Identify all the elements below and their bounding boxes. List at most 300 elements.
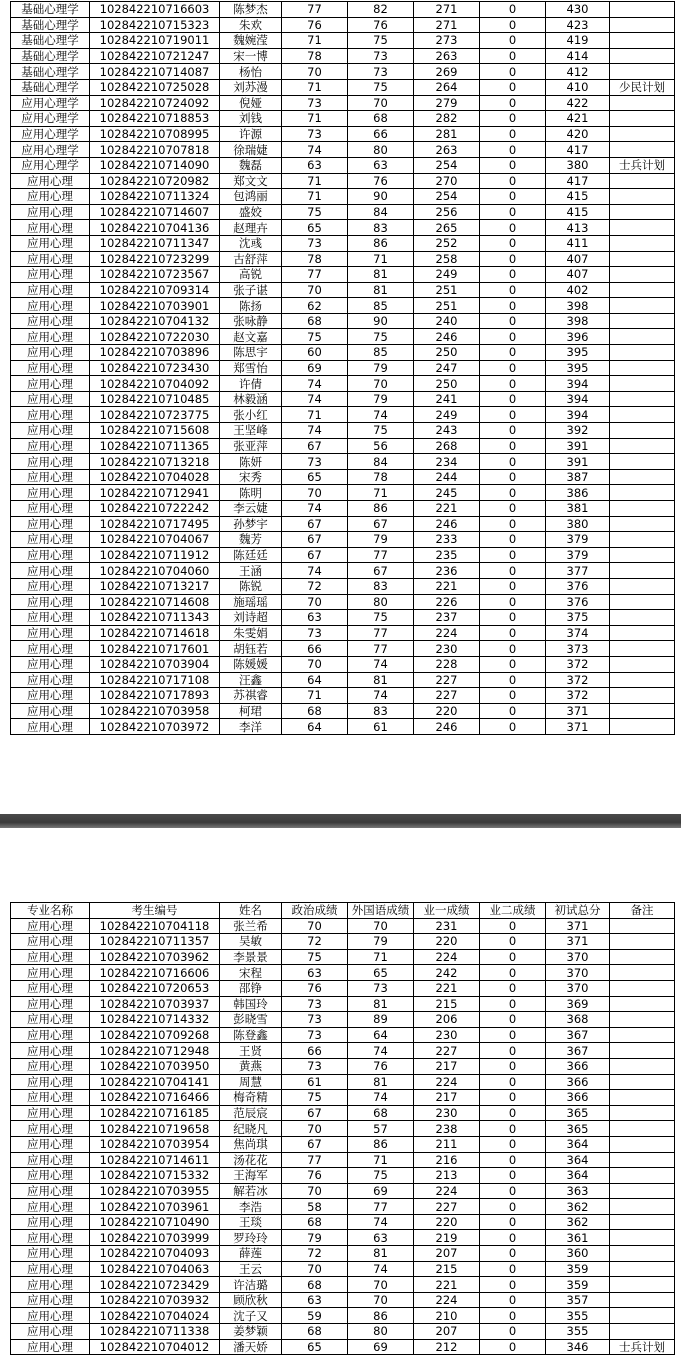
cell-remarks [610,454,675,470]
cell-candidate-id: 102842210704063 [90,1261,220,1277]
cell-total: 370 [546,980,610,996]
cell-subject-one: 230 [414,641,480,657]
cell-name: 汤花花 [220,1152,282,1168]
cell-name: 姜梦颖 [220,1324,282,1340]
cell-candidate-id: 102842210711343 [90,610,220,626]
table-row [11,469,675,485]
cell-major: 应用心理 [11,1214,90,1230]
cell-total: 395 [546,345,610,361]
header-subject-two: 业二成绩 [480,903,546,919]
cell-subject-one: 279 [414,95,480,111]
cell-total: 380 [546,516,610,532]
cell-total: 366 [546,1074,610,1090]
cell-major: 应用心理 [11,1152,90,1168]
cell-major: 应用心理 [11,688,90,704]
cell-politics: 67 [282,547,348,563]
cell-subject-two: 0 [480,1058,546,1074]
table-row [11,1136,675,1152]
cell-subject-two: 0 [480,329,546,345]
cell-name: 柯珺 [220,703,282,719]
cell-name: 解若冰 [220,1183,282,1199]
cell-politics: 74 [282,391,348,407]
table-row [11,641,675,657]
table-row [11,1058,675,1074]
cell-name: 徐瑞婕 [220,142,282,158]
cell-candidate-id: 102842210703937 [90,996,220,1012]
cell-foreign-language: 85 [348,298,414,314]
table-row [11,1027,675,1043]
cell-politics: 79 [282,1230,348,1246]
cell-subject-two: 0 [480,656,546,672]
cell-major: 应用心理 [11,1012,90,1028]
cell-name: 潘天娇 [220,1339,282,1355]
cell-politics: 67 [282,516,348,532]
cell-subject-one: 230 [414,1027,480,1043]
cell-candidate-id: 102842210723430 [90,360,220,376]
cell-remarks [610,516,675,532]
cell-subject-one: 244 [414,469,480,485]
table-row [11,423,675,439]
cell-total: 355 [546,1308,610,1324]
cell-name: 吴敏 [220,934,282,950]
cell-candidate-id: 102842210725028 [90,79,220,95]
cell-remarks [610,625,675,641]
cell-major: 基础心理学 [11,64,90,80]
cell-subject-one: 242 [414,965,480,981]
cell-candidate-id: 102842210712948 [90,1043,220,1059]
cell-politics: 72 [282,578,348,594]
cell-major: 应用心理 [11,1246,90,1262]
cell-politics: 73 [282,1027,348,1043]
cell-total: 362 [546,1214,610,1230]
cell-subject-two: 0 [480,719,546,735]
cell-major: 应用心理 [11,594,90,610]
cell-subject-one: 227 [414,688,480,704]
cell-total: 359 [546,1277,610,1293]
cell-candidate-id: 102842210719011 [90,33,220,49]
table-header [11,903,675,919]
cell-subject-two: 0 [480,1121,546,1137]
cell-subject-one: 271 [414,2,480,18]
cell-remarks [610,594,675,610]
cell-foreign-language: 76 [348,173,414,189]
cell-subject-two: 0 [480,1199,546,1215]
cell-major: 应用心理学 [11,111,90,127]
cell-remarks [610,1261,675,1277]
cell-name: 赵理卉 [220,220,282,236]
cell-name: 苏祺睿 [220,688,282,704]
cell-total: 430 [546,2,610,18]
cell-candidate-id: 102842210711357 [90,934,220,950]
cell-politics: 75 [282,204,348,220]
cell-remarks [610,173,675,189]
cell-total: 391 [546,438,610,454]
cell-foreign-language: 74 [348,1261,414,1277]
cell-major: 应用心理 [11,563,90,579]
cell-major: 应用心理 [11,1043,90,1059]
cell-major: 应用心理 [11,173,90,189]
cell-name: 赵文嘉 [220,329,282,345]
cell-candidate-id: 102842210722030 [90,329,220,345]
table-row [11,2,675,18]
cell-remarks [610,1183,675,1199]
table-row [11,267,675,283]
cell-candidate-id: 102842210709314 [90,282,220,298]
cell-foreign-language: 73 [348,64,414,80]
table-row [11,1308,675,1324]
cell-remarks [610,469,675,485]
table-row [11,1324,675,1340]
cell-name: 朱雯娟 [220,625,282,641]
cell-foreign-language: 73 [348,980,414,996]
cell-subject-two: 0 [480,703,546,719]
cell-foreign-language: 75 [348,33,414,49]
cell-candidate-id: 102842210703972 [90,719,220,735]
cell-remarks [610,672,675,688]
cell-foreign-language: 70 [348,1292,414,1308]
cell-total: 420 [546,126,610,142]
cell-foreign-language: 73 [348,48,414,64]
cell-name: 顾欣秋 [220,1292,282,1308]
cell-name: 郑文文 [220,173,282,189]
cell-candidate-id: 102842210714090 [90,157,220,173]
cell-subject-one: 273 [414,33,480,49]
table-row [11,235,675,251]
cell-remarks [610,111,675,127]
cell-name: 彭晓雪 [220,1012,282,1028]
header-remarks: 备注 [610,903,675,919]
cell-remarks [610,313,675,329]
cell-foreign-language: 74 [348,688,414,704]
cell-politics: 68 [282,1324,348,1340]
cell-candidate-id: 102842210720982 [90,173,220,189]
cell-foreign-language: 86 [348,1308,414,1324]
cell-politics: 69 [282,360,348,376]
cell-politics: 59 [282,1308,348,1324]
cell-politics: 74 [282,423,348,439]
cell-major: 应用心理 [11,1136,90,1152]
cell-politics: 77 [282,1152,348,1168]
cell-politics: 71 [282,189,348,205]
cell-subject-one: 246 [414,329,480,345]
cell-name: 宋一博 [220,48,282,64]
cell-politics: 60 [282,345,348,361]
cell-candidate-id: 102842210704067 [90,532,220,548]
cell-foreign-language: 86 [348,1136,414,1152]
cell-politics: 78 [282,48,348,64]
cell-candidate-id: 102842210710490 [90,1214,220,1230]
cell-name: 魏磊 [220,157,282,173]
cell-remarks [610,376,675,392]
cell-total: 412 [546,64,610,80]
cell-major: 应用心理 [11,313,90,329]
cell-name: 陈登鑫 [220,1027,282,1043]
table-row [11,547,675,563]
cell-remarks [610,1105,675,1121]
cell-remarks [610,485,675,501]
cell-candidate-id: 102842210714611 [90,1152,220,1168]
cell-candidate-id: 102842210709268 [90,1027,220,1043]
table-row [11,142,675,158]
cell-name: 宋秀 [220,469,282,485]
cell-foreign-language: 86 [348,501,414,517]
cell-subject-one: 224 [414,1183,480,1199]
cell-subject-two: 0 [480,345,546,361]
cell-name: 李洋 [220,719,282,735]
cell-total: 364 [546,1168,610,1184]
cell-subject-one: 254 [414,157,480,173]
cell-subject-two: 0 [480,469,546,485]
cell-total: 373 [546,641,610,657]
cell-remarks [610,1277,675,1293]
cell-remarks [610,1246,675,1262]
cell-subject-two: 0 [480,672,546,688]
cell-major: 应用心理学 [11,95,90,111]
cell-remarks [610,1043,675,1059]
cell-total: 367 [546,1043,610,1059]
cell-major: 应用心理 [11,329,90,345]
cell-subject-two: 0 [480,251,546,267]
cell-candidate-id: 102842210711912 [90,547,220,563]
cell-total: 396 [546,329,610,345]
table-row [11,407,675,423]
cell-subject-two: 0 [480,189,546,205]
cell-politics: 66 [282,1043,348,1059]
cell-total: 387 [546,469,610,485]
cell-total: 371 [546,719,610,735]
table-row [11,391,675,407]
cell-total: 417 [546,173,610,189]
cell-major: 基础心理学 [11,33,90,49]
header-subject-one: 业一成绩 [414,903,480,919]
table-row [11,934,675,950]
cell-major: 应用心理 [11,934,90,950]
cell-subject-one: 216 [414,1152,480,1168]
cell-total: 415 [546,189,610,205]
header-candidate-id: 考生编号 [90,903,220,919]
cell-remarks [610,251,675,267]
cell-remarks [610,48,675,64]
cell-politics: 73 [282,625,348,641]
cell-name: 王贤 [220,1043,282,1059]
cell-major: 应用心理 [11,391,90,407]
cell-foreign-language: 74 [348,656,414,672]
cell-total: 422 [546,95,610,111]
cell-subject-one: 228 [414,656,480,672]
cell-major: 应用心理 [11,376,90,392]
cell-total: 364 [546,1136,610,1152]
cell-name: 陈扬 [220,298,282,314]
cell-total: 379 [546,532,610,548]
cell-name: 古舒萍 [220,251,282,267]
cell-candidate-id: 102842210703954 [90,1136,220,1152]
cell-subject-two: 0 [480,79,546,95]
cell-total: 370 [546,949,610,965]
cell-candidate-id: 102842210717893 [90,688,220,704]
cell-subject-one: 249 [414,407,480,423]
cell-foreign-language: 68 [348,111,414,127]
cell-remarks [610,656,675,672]
cell-subject-one: 211 [414,1136,480,1152]
cell-candidate-id: 102842210724092 [90,95,220,111]
cell-foreign-language: 79 [348,532,414,548]
cell-total: 359 [546,1261,610,1277]
cell-total: 377 [546,563,610,579]
cell-subject-one: 217 [414,1058,480,1074]
score-table-bottom [10,902,675,1355]
cell-major: 应用心理 [11,918,90,934]
cell-major: 应用心理 [11,235,90,251]
cell-foreign-language: 71 [348,485,414,501]
cell-remarks [610,1292,675,1308]
cell-politics: 63 [282,610,348,626]
table-row [11,204,675,220]
cell-politics: 70 [282,594,348,610]
cell-politics: 76 [282,980,348,996]
cell-major: 应用心理 [11,407,90,423]
cell-total: 365 [546,1121,610,1137]
cell-remarks [610,563,675,579]
cell-total: 372 [546,672,610,688]
cell-foreign-language: 77 [348,625,414,641]
cell-politics: 77 [282,267,348,283]
cell-candidate-id: 102842210718853 [90,111,220,127]
cell-subject-two: 0 [480,1136,546,1152]
cell-name: 沈彧 [220,235,282,251]
cell-politics: 73 [282,996,348,1012]
cell-name: 李景景 [220,949,282,965]
cell-total: 410 [546,79,610,95]
cell-total: 374 [546,625,610,641]
table-row [11,1246,675,1262]
cell-candidate-id: 102842210708995 [90,126,220,142]
cell-subject-one: 252 [414,235,480,251]
cell-major: 应用心理 [11,501,90,517]
table-row [11,1339,675,1355]
cell-total: 372 [546,688,610,704]
cell-foreign-language: 77 [348,547,414,563]
cell-foreign-language: 82 [348,2,414,18]
table-row [11,485,675,501]
cell-candidate-id: 102842210703901 [90,298,220,314]
table-row [11,1074,675,1090]
cell-foreign-language: 68 [348,1105,414,1121]
cell-candidate-id: 102842210711347 [90,235,220,251]
cell-politics: 74 [282,142,348,158]
cell-candidate-id: 102842210714087 [90,64,220,80]
cell-major: 应用心理 [11,1230,90,1246]
cell-subject-two: 0 [480,376,546,392]
cell-candidate-id: 102842210703955 [90,1183,220,1199]
cell-major: 应用心理 [11,1074,90,1090]
cell-major: 应用心理 [11,1058,90,1074]
cell-politics: 63 [282,965,348,981]
table-row [11,516,675,532]
cell-remarks [610,703,675,719]
cell-foreign-language: 75 [348,423,414,439]
cell-name: 薛莲 [220,1246,282,1262]
cell-foreign-language: 76 [348,1058,414,1074]
cell-subject-one: 220 [414,703,480,719]
cell-major: 应用心理 [11,1183,90,1199]
cell-subject-one: 206 [414,1012,480,1028]
cell-major: 应用心理 [11,610,90,626]
cell-subject-one: 234 [414,454,480,470]
cell-name: 李浩 [220,1199,282,1215]
cell-total: 371 [546,703,610,719]
cell-name: 张子谌 [220,282,282,298]
cell-subject-two: 0 [480,235,546,251]
table-row [11,251,675,267]
cell-name: 孙梦宇 [220,516,282,532]
cell-politics: 67 [282,1136,348,1152]
cell-subject-two: 0 [480,1027,546,1043]
cell-name: 沈子又 [220,1308,282,1324]
cell-total: 366 [546,1058,610,1074]
header-name: 姓名 [220,903,282,919]
cell-remarks [610,949,675,965]
table-row [11,95,675,111]
cell-subject-two: 0 [480,157,546,173]
cell-major: 应用心理 [11,282,90,298]
cell-name: 陈廷廷 [220,547,282,563]
cell-subject-one: 219 [414,1230,480,1246]
cell-candidate-id: 102842210716466 [90,1090,220,1106]
cell-major: 应用心理 [11,719,90,735]
cell-candidate-id: 102842210714608 [90,594,220,610]
cell-remarks [610,1074,675,1090]
cell-remarks [610,142,675,158]
cell-subject-two: 0 [480,547,546,563]
cell-name: 张咏静 [220,313,282,329]
cell-major: 应用心理 [11,532,90,548]
table-row [11,949,675,965]
cell-subject-two: 0 [480,438,546,454]
cell-major: 应用心理 [11,1324,90,1340]
cell-major: 应用心理 [11,1292,90,1308]
cell-major: 应用心理学 [11,126,90,142]
cell-foreign-language: 86 [348,235,414,251]
header-total: 初试总分 [546,903,610,919]
cell-politics: 68 [282,703,348,719]
cell-subject-one: 281 [414,126,480,142]
cell-politics: 67 [282,1105,348,1121]
cell-candidate-id: 102842210712941 [90,485,220,501]
cell-subject-two: 0 [480,594,546,610]
cell-candidate-id: 102842210717601 [90,641,220,657]
cell-politics: 63 [282,157,348,173]
cell-subject-two: 0 [480,1043,546,1059]
cell-remarks [610,1199,675,1215]
cell-foreign-language: 81 [348,672,414,688]
cell-politics: 63 [282,1292,348,1308]
table-row [11,220,675,236]
table-row [11,48,675,64]
table-row [11,111,675,127]
cell-subject-two: 0 [480,1277,546,1293]
cell-name: 张兰希 [220,918,282,934]
cell-total: 407 [546,251,610,267]
cell-major: 应用心理 [11,1339,90,1355]
cell-total: 421 [546,111,610,127]
cell-total: 398 [546,313,610,329]
cell-politics: 75 [282,329,348,345]
cell-total: 367 [546,1027,610,1043]
cell-candidate-id: 102842210703932 [90,1292,220,1308]
cell-major: 应用心理 [11,656,90,672]
cell-remarks [610,547,675,563]
cell-major: 基础心理学 [11,79,90,95]
